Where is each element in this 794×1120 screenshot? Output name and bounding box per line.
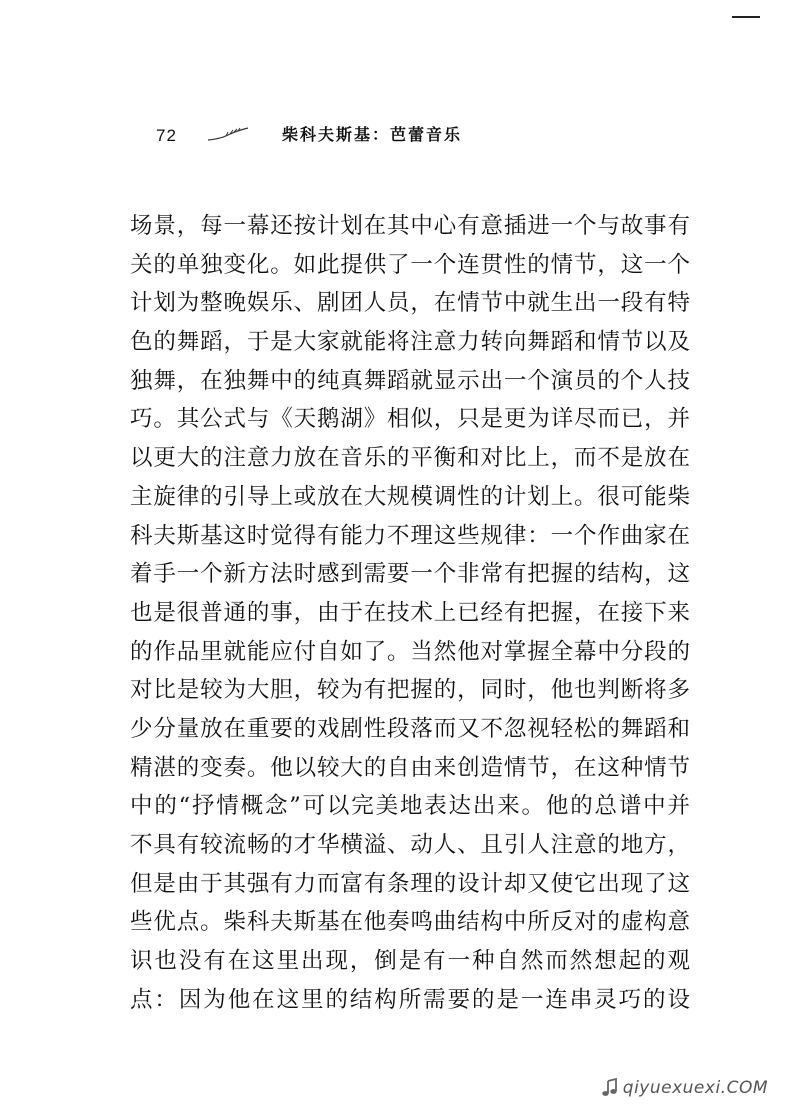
body-line: 的作品里就能应付自如了。当然他对掌握全幕中分段的 bbox=[130, 638, 690, 665]
watermark-text: qiyuexuexi.COM bbox=[622, 1078, 768, 1098]
body-line: 计划为整晚娱乐、剧团人员，在情节中就生出一段有特 bbox=[130, 290, 690, 317]
music-note-icon bbox=[599, 1077, 621, 1099]
body-line: 也是很普通的事，由于在技术上已经有把握，在接下来 bbox=[130, 599, 690, 626]
body-line: 巧。其公式与《天鹅湖》相似，只是更为详尽而已，并 bbox=[130, 406, 690, 433]
body-line: 关的单独变化。如此提供了一个连贯性的情节，这一个 bbox=[130, 251, 690, 278]
body-line: 以更大的注意力放在音乐的平衡和对比上，而不是放在 bbox=[130, 445, 690, 472]
body-line: 色的舞蹈，于是大家就能将注意力转向舞蹈和情节以及 bbox=[130, 329, 690, 356]
body-line: 中的“抒情概念”可以完美地表达出来。他的总谱中并 bbox=[130, 793, 690, 820]
body-line: 少分量放在重要的戏剧性段落而又不忽视轻松的舞蹈和 bbox=[130, 715, 690, 742]
body-line: 不具有较流畅的才华横溢、动人、且引人注意的地方， bbox=[130, 832, 690, 858]
body-line: 着手一个新方法时感到需要一个非常有把握的结构，这 bbox=[130, 561, 690, 588]
watermark bbox=[599, 1074, 768, 1102]
body-text bbox=[130, 207, 690, 1019]
body-line: 识也没有在这里出现，倒是有一种自然而然想起的观 bbox=[130, 948, 690, 975]
body-line: 点：因为他在这里的结构所需要的是一连串灵巧的设 bbox=[130, 986, 690, 1013]
body-line: 些优点。柴科夫斯基在他奏鸣曲结构中所反对的虚构意 bbox=[130, 909, 690, 936]
body-line: 精湛的变奏。他以较大的自由来创造情节，在这种情节 bbox=[130, 754, 690, 781]
body-line: 主旋律的引导上或放在大规模调性的计划上。很可能柴 bbox=[130, 483, 690, 510]
top-rule bbox=[732, 16, 760, 18]
page-header bbox=[156, 122, 576, 152]
running-title: 柴科夫斯基：芭蕾音乐 bbox=[282, 125, 463, 144]
body-line: 对比是较为大胆，较为有把握的，同时，他也判断将多 bbox=[130, 677, 690, 704]
page-number: 72 bbox=[156, 126, 177, 145]
body-line: 场景，每一幕还按计划在其中心有意插进一个与故事有 bbox=[130, 213, 690, 239]
ornament-icon bbox=[206, 126, 250, 144]
body-line: 科夫斯基这时觉得有能力不理这些规律：一个作曲家在 bbox=[130, 522, 690, 549]
body-line: 但是由于其强有力而富有条理的设计却又使它出现了这 bbox=[130, 870, 690, 897]
body-line: 独舞，在独舞中的纯真舞蹈就显示出一个演员的个人技 bbox=[130, 367, 690, 394]
